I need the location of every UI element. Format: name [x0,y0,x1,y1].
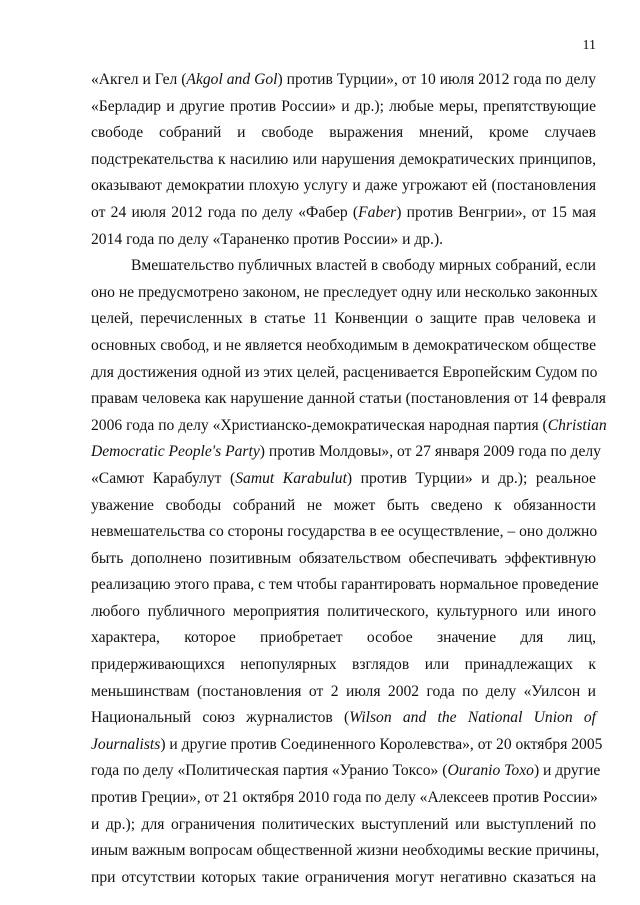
text-run: реализацию этого права, с тем чтобы гарантировать нормальное проведение [91,576,599,594]
italic-text: Journalists [91,735,161,753]
text-run: любого публичного мероприятия политического, культурного или иного [91,602,596,620]
text-run: уважение свободы собраний не может быть сведено к обязанности [91,496,596,514]
text-line [91,493,596,520]
text-line [91,200,596,227]
text-line [91,838,600,865]
text-line [91,94,596,121]
text-line [91,546,596,573]
text-run: для достижения одной из этих целей, расценивается Европейским Судом по [91,363,598,381]
text-run: иным важным вопросам общественной жизни необходимы веские причины, [91,842,600,860]
text-run: при отсутствии которых такие ограничения могут негативно сказаться на [91,868,596,886]
text-line [91,679,596,706]
text-line [91,785,596,812]
text-run: «Берладир и другие против России» и др.); любые меры, препятствующие [91,97,596,115]
text-line [91,572,599,599]
text-line [91,173,596,200]
text-line [91,120,596,147]
text-run: основных свобод, и не является необходимым в демократическом обществе [91,336,596,354]
text-line [91,705,596,732]
text-line [91,147,596,174]
italic-text: Akgol and Gol [186,71,278,88]
text-run: быть дополнено позитивным обязательством обеспечивать эффективную [91,549,596,567]
text-run: и др.); для ограничения политических выступлений или выступлений по [91,815,596,833]
text-line [91,413,607,440]
text-run: против Греции», от 21 октября 2010 года по делу «Алексеев против России» [91,789,598,807]
text-run: придерживающихся непопулярных взглядов или принадлежащих к [91,656,596,674]
text-run: Вмешательство публичных властей в свободу мирных собраний, если [131,257,596,275]
body-text [91,67,607,891]
text-run: ) против Венгрии», от 15 мая [396,203,596,221]
text-line [91,280,596,307]
text-run: характера, которое приобретает особое значение для лиц, [91,629,596,647]
text-run: 2014 года по делу «Тараненко против России» и др.). [91,230,444,248]
text-run: меньшинствам (постановления от 2 июля 2002 года по делу «Уилсон и [91,682,596,700]
text-line [91,625,596,652]
text-run: ) против Турции» и др.); реальное [346,469,596,487]
text-line [91,333,596,360]
italic-text: Ouranio Toxo [447,762,534,780]
text-line [91,652,596,679]
italic-text: Faber [358,203,397,221]
text-run: 2006 года по делу «Христианско-демократическая народная партия ( [91,416,548,434]
italic-text: Democratic People's Party [91,443,260,461]
text-line [91,227,596,254]
italic-text: Christian [547,416,607,434]
text-run: «Самют Карабулут ( [91,469,236,487]
text-line [91,812,596,839]
text-line [91,439,601,466]
text-run: целей, перечисленных в статье 11 Конвенции о защите прав человека и [91,310,596,328]
text-run: от 24 июля 2012 года по делу «Фабер ( [91,203,359,221]
text-line [91,865,596,892]
text-line [91,306,596,333]
text-run: Национальный союз журналистов ( [91,709,350,727]
text-line [91,466,596,493]
text-line [91,67,596,94]
text-line [91,519,596,546]
italic-text: Wilson and the National Union of [349,709,597,727]
text-line [91,253,596,280]
text-run: ) против Молдовы», от 27 января 2009 года по делу [259,443,601,461]
text-run: года по делу «Политическая партия «Уранио Токсо» ( [91,762,448,780]
text-run: ) против Турции», от 10 июля 2012 года по делу [277,71,597,88]
text-run: невмешательства со стороны государства в ее осуществление, – оно должно [91,523,598,541]
text-run: оказывают демократии плохую услугу и даже угрожают ей (постановления [91,177,596,195]
text-line [91,386,606,413]
text-line [91,599,596,626]
text-run: подстрекательства к насилию или нарушения демократических принципов, [91,150,596,168]
text-run: ) и другие [533,762,601,780]
text-line [91,758,601,785]
text-line [91,732,603,759]
text-run: оно не предусмотрено законом, не преследует одну или несколько законных [91,283,598,301]
page-number: 11 [582,38,596,53]
text-run: свободе собраний и свободе выражения мнений, кроме случаев [91,124,596,142]
italic-text: Samut Karabulut [235,469,347,487]
text-run: «Акгел и Гел ( [91,71,187,88]
text-run: ) и другие против Соединенного Королевства», от 20 октября 2005 [160,735,603,753]
text-line [91,360,596,387]
text-run: правам человека как нарушение данной статьи (постановления от 14 февраля [91,390,606,408]
